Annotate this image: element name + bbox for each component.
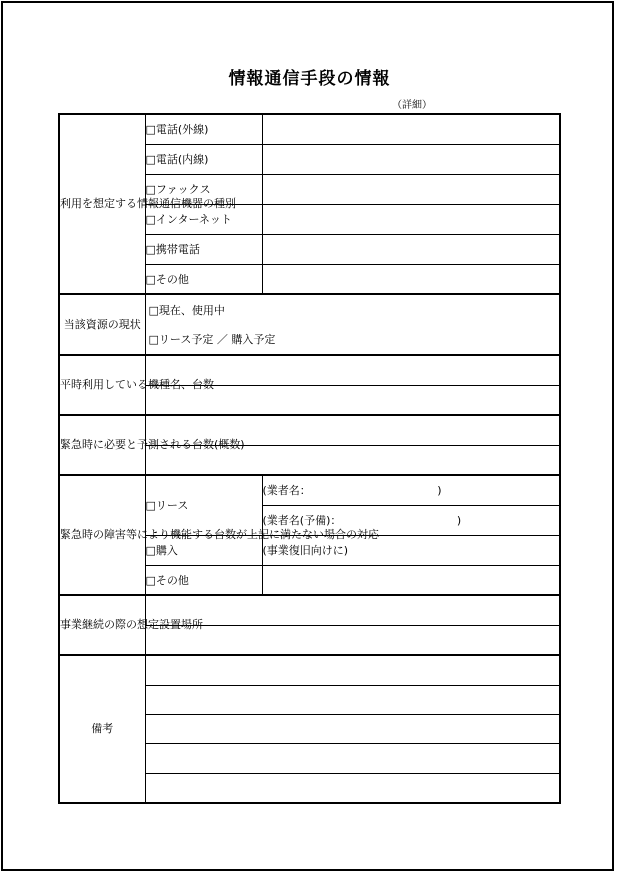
remarks-line[interactable]	[145, 773, 560, 803]
device-option-internet[interactable]: □インターネット	[145, 204, 262, 234]
device-detail-field[interactable]	[262, 264, 560, 294]
shortage-option-purchase[interactable]: □購入	[145, 535, 262, 565]
remarks-line[interactable]	[145, 743, 560, 773]
remarks-line[interactable]	[145, 714, 560, 743]
device-detail-field[interactable]	[262, 144, 560, 174]
page-subtitle: （詳細）	[392, 100, 432, 111]
location-field[interactable]	[145, 625, 560, 655]
device-option-fax[interactable]: □ファックス	[145, 174, 262, 204]
device-option-internal-phone[interactable]: □電話(内線)	[145, 144, 262, 174]
status-heading: 当該資源の現状	[59, 294, 145, 355]
vendor-backup-field[interactable]: (業者名(予備)： )	[262, 505, 560, 535]
emergency-need-heading: 緊急時に必要と予測される台数(概数)	[59, 415, 145, 475]
shortage-heading: 緊急時の障害等により機能する台数が上記に満たない場合の対応	[59, 475, 145, 595]
device-detail-field[interactable]	[262, 174, 560, 204]
info-form-table	[58, 113, 561, 804]
device-detail-field[interactable]	[262, 204, 560, 234]
status-options	[145, 294, 560, 355]
location-field[interactable]	[145, 595, 560, 625]
device-option-external-phone[interactable]: □電話(外線)	[145, 114, 262, 144]
purchase-note-field[interactable]: (事業復旧向けに)	[262, 535, 560, 565]
vendor-name-field[interactable]: (業者名： )	[262, 475, 560, 505]
device-detail-field[interactable]	[262, 234, 560, 264]
shortage-option-lease[interactable]: □リース	[145, 475, 262, 535]
shortage-other-field[interactable]	[262, 565, 560, 595]
remarks-heading: 備考	[59, 655, 145, 803]
page-title: 情報通信手段の情報	[228, 69, 391, 89]
device-option-other[interactable]: □その他	[145, 264, 262, 294]
devices-heading: 利用を想定する情報通信機器の種別	[59, 114, 145, 294]
location-heading: 事業継続の際の想定設置場所	[59, 595, 145, 655]
device-option-mobile[interactable]: □携帯電話	[145, 234, 262, 264]
device-detail-field[interactable]	[262, 114, 560, 144]
shortage-option-other[interactable]: □その他	[145, 565, 262, 595]
status-option-lease-purchase[interactable]: □リース予定 ／ 購入予定	[148, 333, 276, 346]
normal-use-heading: 平時利用している機種名、台数	[59, 355, 145, 415]
remarks-line[interactable]	[145, 655, 560, 685]
remarks-line[interactable]	[145, 685, 560, 714]
status-option-in-use[interactable]: □現在、使用中	[148, 304, 225, 317]
